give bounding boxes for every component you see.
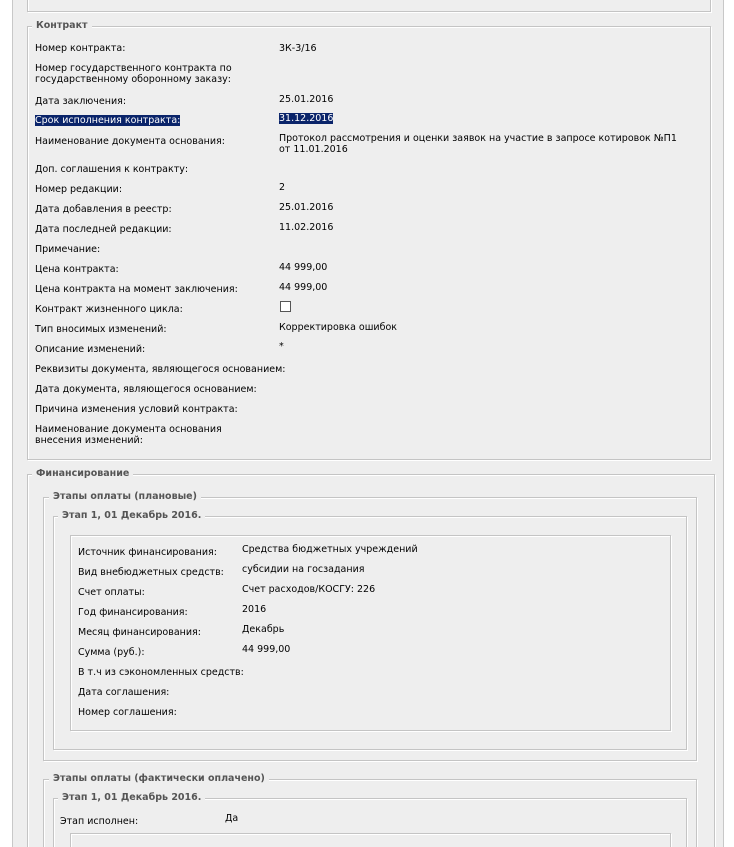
funding-year-label: Год финансирования: — [78, 607, 188, 618]
extrabudget-type-value: субсидии на госзадания — [242, 564, 365, 575]
registry-date-label: Дата добавления в реестр: — [35, 204, 172, 215]
actual-payments-legend: Этапы оплаты (фактически оплачено) — [49, 773, 269, 785]
contract-price-label: Цена контракта: — [35, 264, 119, 275]
conclusion-date-value: 25.01.2016 — [279, 94, 334, 105]
planned-stage-legend: Этап 1, 01 Декабрь 2016. — [58, 510, 205, 522]
revision-number-label: Номер редакции: — [35, 184, 123, 195]
registry-date-value: 25.01.2016 — [279, 202, 334, 213]
execution-term-value[interactable]: 31.12.2016 — [279, 113, 334, 124]
funding-source-value: Средства бюджетных учреждений — [242, 544, 418, 555]
agreement-date-label: Дата соглашения: — [78, 687, 170, 698]
change-type-label: Тип вносимых изменений: — [35, 324, 167, 335]
last-revision-date-label: Дата последней редакции: — [35, 224, 172, 235]
savings-label: В т.ч из сэкономленных средств: — [78, 667, 244, 678]
payment-account-label: Счет оплаты: — [78, 587, 145, 598]
planned-payments-legend: Этапы оплаты (плановые) — [49, 491, 201, 503]
life-cycle-label: Контракт жизненного цикла: — [35, 304, 183, 315]
funding-source-label: Источник финансирования: — [78, 547, 217, 558]
payment-account-value: Счет расходов/КОСГУ: 226 — [242, 584, 376, 595]
additional-agreements-label: Доп. соглашения к контракту: — [35, 164, 189, 175]
funding-month-label: Месяц финансирования: — [78, 627, 201, 638]
basis-details-label: Реквизиты документа, являющегося основанием: — [35, 364, 286, 375]
funding-year-value: 2016 — [242, 604, 267, 615]
execution-term-label[interactable]: Срок исполнения контракта: — [35, 115, 181, 126]
price-at-conclusion-value: 44 999,00 — [279, 282, 328, 293]
conclusion-date-label: Дата заключения: — [35, 96, 127, 107]
revision-number-value: 2 — [279, 182, 286, 193]
extrabudget-type-label: Вид внебюджетных средств: — [78, 567, 224, 578]
contract-number-label: Номер контракта: — [35, 43, 126, 54]
gos-contract-number-label: Номер государственного контракта по государственному оборонному заказу: — [35, 63, 232, 85]
amount-label: Сумма (руб.): — [78, 647, 145, 658]
stage-done-value: Да — [225, 813, 239, 824]
actual-stage-details — [70, 833, 671, 847]
page-panel — [12, 0, 724, 847]
basis-date-label: Дата документа, являющегося основанием: — [35, 384, 257, 395]
amount-value: 44 999,00 — [242, 644, 291, 655]
change-description-value: * — [279, 341, 284, 352]
stage-done-label: Этап исполнен: — [60, 816, 139, 827]
contract-number-value: 3К-3/16 — [279, 43, 317, 54]
financing-legend: Финансирование — [32, 468, 133, 480]
change-reason-label: Причина изменения условий контракта: — [35, 404, 238, 415]
agreement-number-label: Номер соглашения: — [78, 707, 177, 718]
funding-month-value: Декабрь — [242, 624, 285, 635]
actual-stage-legend: Этап 1, 01 Декабрь 2016. — [58, 792, 205, 804]
previous-section-box — [27, 0, 711, 12]
note-label: Примечание: — [35, 244, 101, 255]
contract-price-value: 44 999,00 — [279, 262, 328, 273]
life-cycle-checkbox[interactable] — [280, 301, 291, 312]
last-revision-date-value: 11.02.2016 — [279, 222, 334, 233]
change-description-label: Описание изменений: — [35, 344, 146, 355]
price-at-conclusion-label: Цена контракта на момент заключения: — [35, 284, 238, 295]
change-basis-document-label: Наименование документа основания внесения изменений: — [35, 424, 222, 446]
basis-document-label: Наименование документа основания: — [35, 136, 225, 147]
contract-legend: Контракт — [32, 20, 92, 32]
basis-document-value: Протокол рассмотрения и оценки заявок на участие в запросе котировок №П1 от 11.01.2016 — [279, 133, 677, 155]
change-type-value: Корректировка ошибок — [279, 322, 398, 333]
